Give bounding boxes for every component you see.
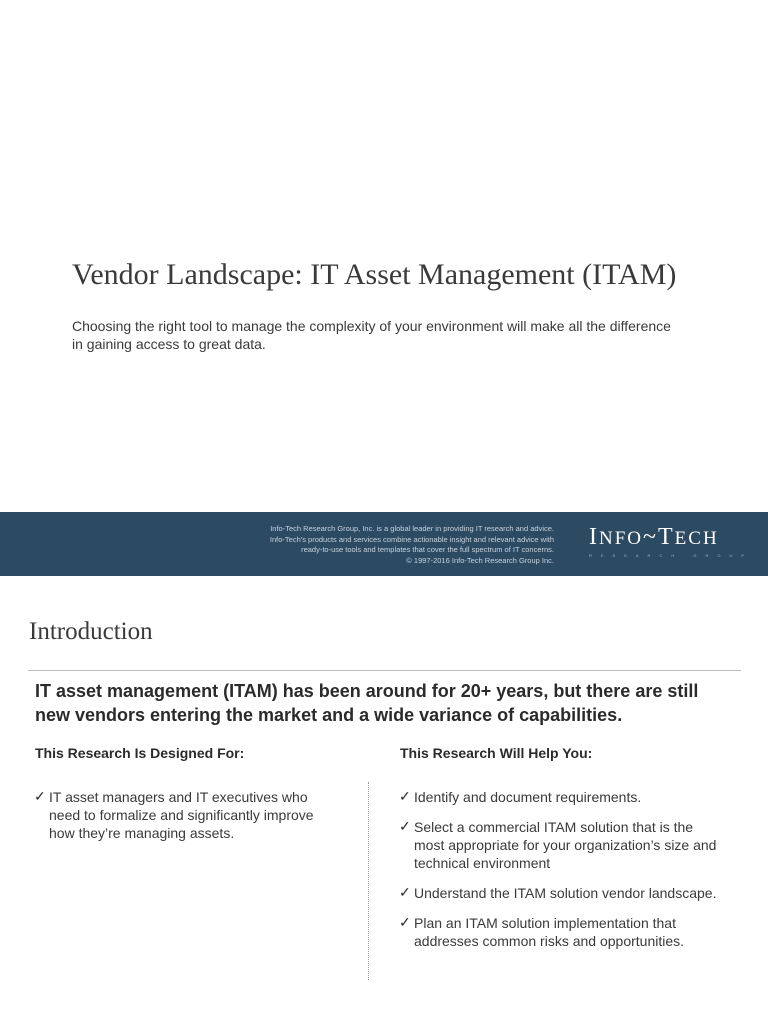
checkmark-icon: ✓ — [399, 914, 411, 930]
checkmark-icon: ✓ — [34, 788, 46, 804]
footer-line: © 1997-2016 Info-Tech Research Group Inc. — [406, 555, 554, 565]
list-item: ✓ Understand the ITAM solution vendor landscape. — [399, 884, 717, 901]
right-column-heading: This Research Will Help You: — [400, 745, 593, 761]
list-item: ✓ IT asset managers and IT executives who need to formalize and significantly improve how they’re managing assets. — [34, 788, 314, 841]
footer-line: ready-to-use tools and templates that cover the full spectrum of IT concerns. — [301, 545, 554, 554]
footer-line: Info-Tech Research Group, Inc. is a global leader in providing IT research and advice. — [270, 524, 554, 533]
slide-title: Vendor Landscape: IT Asset Management (ITAM) — [72, 258, 677, 291]
lead-statement: IT asset management (ITAM) has been around for 20+ years, but there are still new vendors entering the market and a wide variance of capabilities. — [35, 681, 699, 725]
checkmark-icon: ✓ — [399, 818, 411, 834]
will-help-list — [399, 788, 719, 962]
checkmark-icon: ✓ — [399, 788, 411, 804]
footer-line: Info-Tech's products and services combine actionable insight and relevant advice with — [269, 534, 554, 544]
logo-tagline: RESEARCH GROUP — [589, 553, 754, 558]
footer-text — [194, 524, 554, 566]
list-item: ✓ Identify and document requirements. — [399, 788, 642, 805]
list-item: ✓ Select a commercial ITAM solution that is the most appropriate for your organization’s size and technical environment — [399, 818, 717, 871]
divider-rule — [28, 670, 741, 671]
list-item: ✓ Plan an ITAM solution implementation that addresses common risks and opportunities. — [399, 914, 685, 949]
info-tech-logo: INFO~TECH — [589, 524, 719, 550]
left-column-heading: This Research Is Designed For: — [35, 745, 245, 761]
designed-for-list — [34, 788, 339, 854]
intro-heading: Introduction — [29, 618, 153, 645]
column-divider — [368, 782, 369, 980]
slide-subtitle: Choosing the right tool to manage the complexity of your environment will make all the difference in gaining access to great data. — [72, 318, 671, 352]
checkmark-icon: ✓ — [399, 884, 411, 900]
